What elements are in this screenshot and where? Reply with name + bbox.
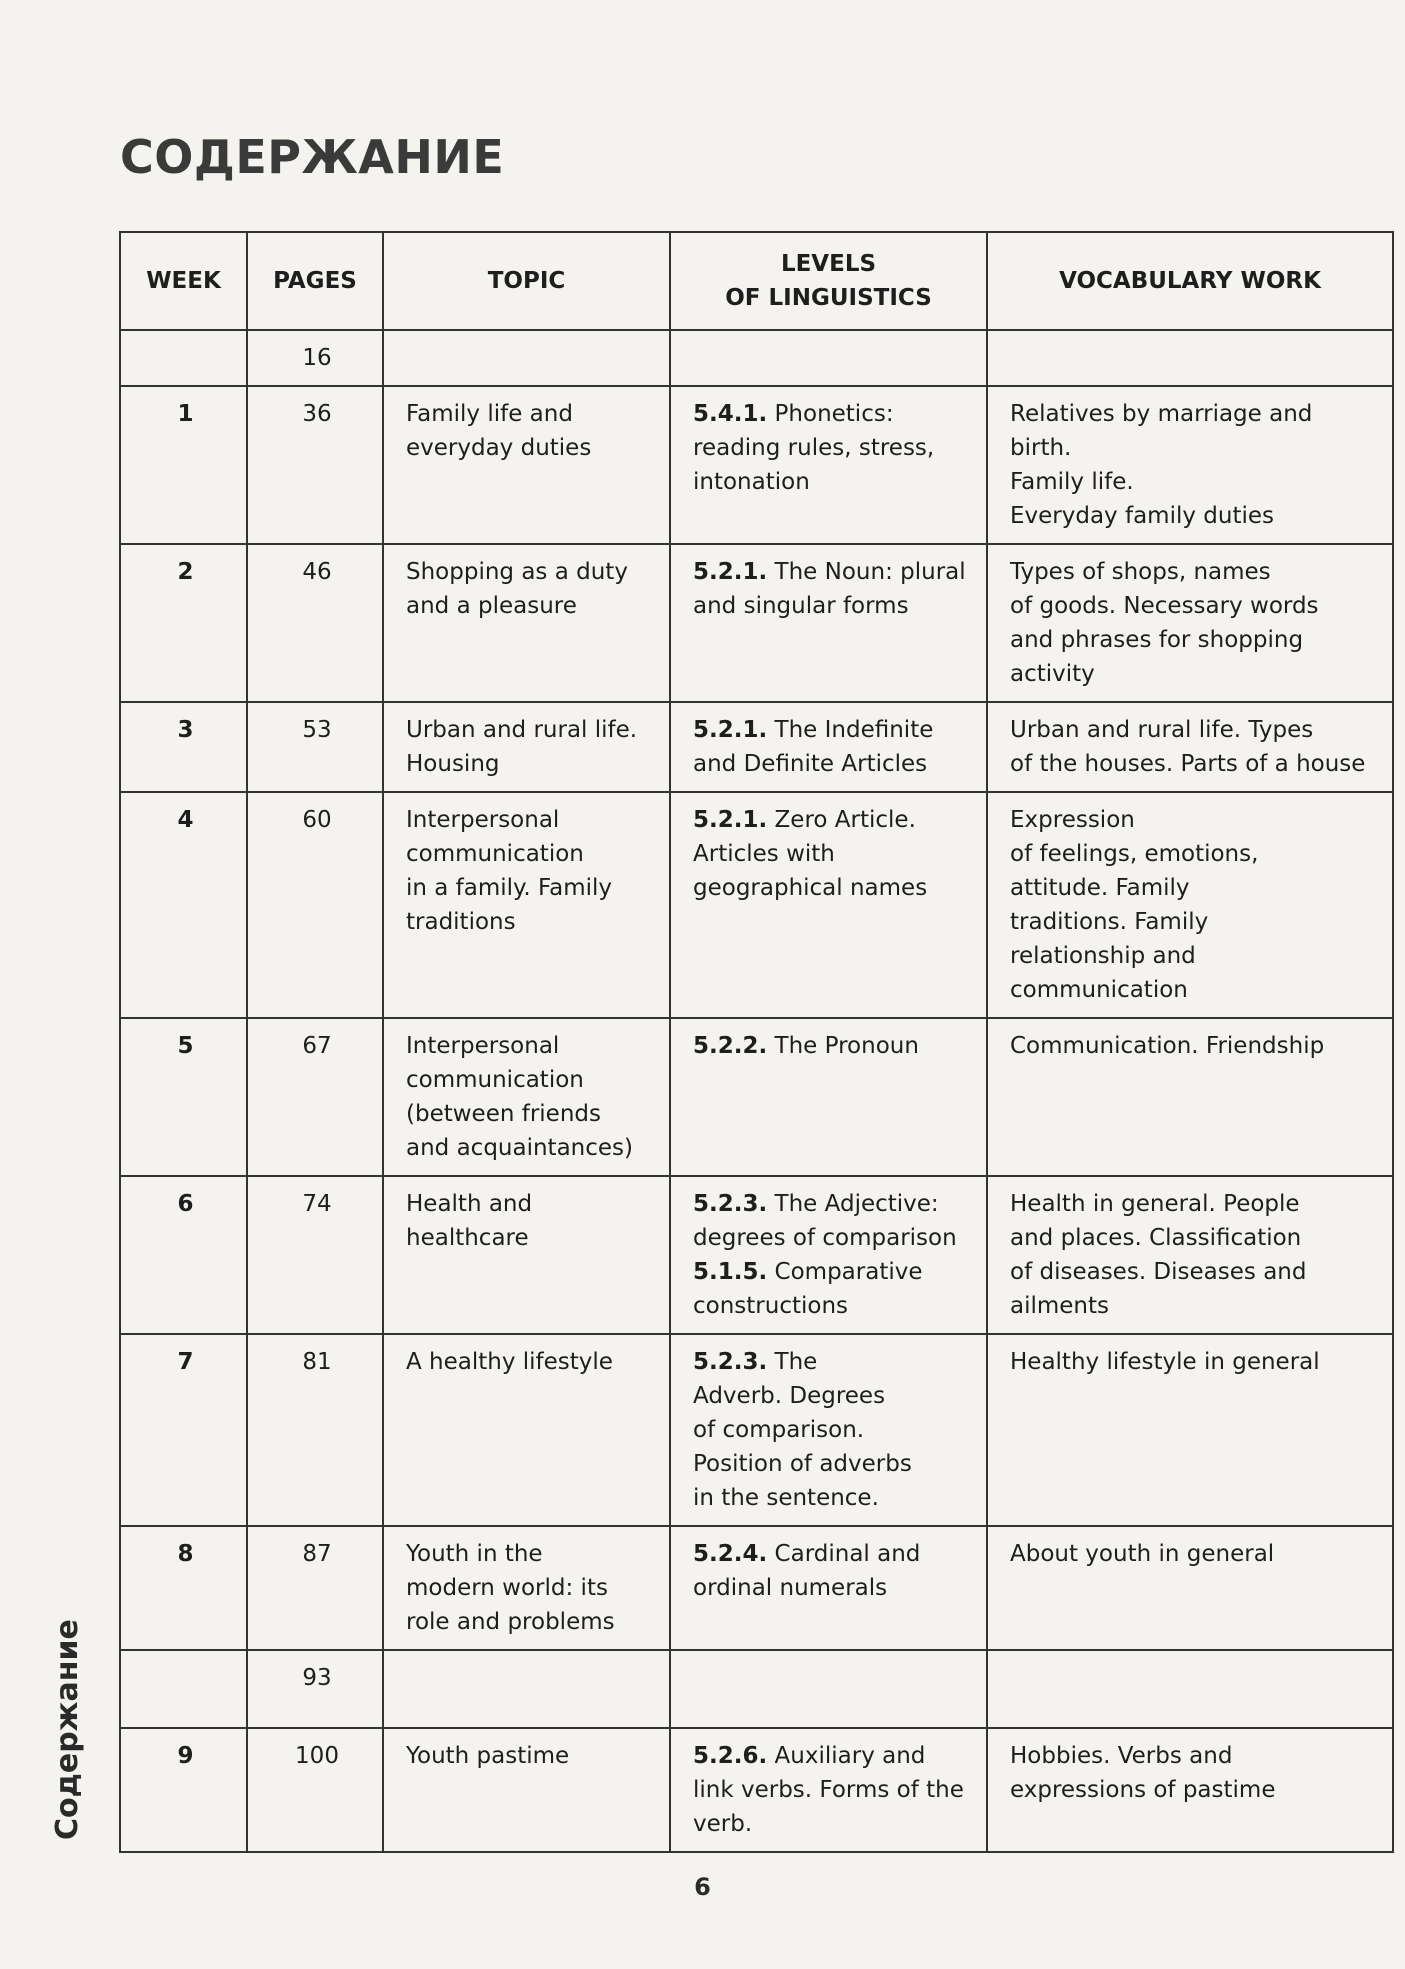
level-line — [693, 1255, 968, 1289]
section-number: 5.2.6. — [693, 1743, 768, 1769]
table-row — [120, 1176, 1393, 1334]
topic-line: Youth pastime — [406, 1743, 570, 1769]
level-line — [693, 871, 968, 905]
level-line — [693, 555, 968, 589]
levels-cell — [670, 792, 987, 1018]
level-text: The Noun: plural — [767, 559, 966, 585]
level-line — [693, 747, 968, 781]
level-text: Adverb. Degrees — [693, 1383, 886, 1409]
vocabulary-line: and places. Classification — [1010, 1225, 1302, 1251]
topic-line: Interpersonal — [406, 1033, 560, 1059]
pages-cell: 60 — [247, 792, 383, 1018]
column-header-week: WEEK — [120, 232, 247, 330]
level-line — [693, 1537, 968, 1571]
vocabulary-line: of diseases. Diseases and — [1010, 1259, 1307, 1285]
level-line — [693, 1187, 968, 1221]
topic-line: Family life and — [406, 401, 573, 427]
table-row — [120, 330, 1393, 386]
section-number: 5.2.1. — [693, 807, 768, 833]
level-text: Cardinal and — [767, 1541, 921, 1567]
table-row — [120, 1334, 1393, 1526]
vocabulary-cell — [987, 1176, 1393, 1334]
week-cell: 4 — [120, 792, 247, 1018]
week-cell — [120, 1650, 247, 1728]
level-line — [693, 1221, 968, 1255]
level-line — [693, 589, 968, 623]
pages-cell: 53 — [247, 702, 383, 792]
vocabulary-line: Relatives by marriage and — [1010, 401, 1313, 427]
level-line — [693, 1413, 968, 1447]
topic-line: role and problems — [406, 1609, 615, 1635]
section-number: 5.2.3. — [693, 1191, 768, 1217]
level-line — [693, 431, 968, 465]
topic-cell — [383, 792, 670, 1018]
topic-line: Shopping as a duty — [406, 559, 628, 585]
level-text: reading rules, stress, — [693, 435, 935, 461]
levels-cell — [670, 1728, 987, 1852]
level-text: and singular forms — [693, 593, 909, 619]
vocabulary-cell — [987, 1018, 1393, 1176]
vocabulary-line: expressions of pastime — [1010, 1777, 1276, 1803]
pages-cell: 81 — [247, 1334, 383, 1526]
vocabulary-line: communication — [1010, 977, 1188, 1003]
topic-line: healthcare — [406, 1225, 529, 1251]
level-text: Position of adverbs — [693, 1451, 912, 1477]
pages-cell: 16 — [247, 330, 383, 386]
section-number: 5.2.1. — [693, 717, 768, 743]
level-line — [693, 1571, 968, 1605]
level-line — [693, 1029, 968, 1063]
levels-cell — [670, 544, 987, 702]
column-header-levels-line1: LEVELS — [780, 251, 877, 277]
topic-line: A healthy lifestyle — [406, 1349, 613, 1375]
level-text: The Pronoun — [767, 1033, 919, 1059]
vocabulary-line: Health in general. People — [1010, 1191, 1300, 1217]
level-line — [693, 1447, 968, 1481]
table-row — [120, 386, 1393, 544]
level-line — [693, 1773, 968, 1807]
week-cell: 2 — [120, 544, 247, 702]
vocabulary-line: Hobbies. Verbs and — [1010, 1743, 1233, 1769]
column-header-vocabulary: VOCABULARY WORK — [987, 232, 1393, 330]
levels-cell — [670, 1650, 987, 1728]
contents-table — [119, 231, 1394, 1853]
pages-cell: 74 — [247, 1176, 383, 1334]
level-text: and Definite Articles — [693, 751, 928, 777]
level-text: in the sentence. — [693, 1485, 879, 1511]
vocabulary-line: birth. — [1010, 435, 1072, 461]
column-header-pages: PAGES — [247, 232, 383, 330]
levels-cell — [670, 702, 987, 792]
level-text: Auxiliary and — [767, 1743, 926, 1769]
vocabulary-line: About youth in general — [1010, 1541, 1275, 1567]
level-line — [693, 837, 968, 871]
topic-line: communication — [406, 1067, 584, 1093]
week-cell: 7 — [120, 1334, 247, 1526]
page-title: СОДЕРЖАНИЕ — [120, 130, 505, 184]
levels-cell — [670, 386, 987, 544]
vocabulary-cell — [987, 330, 1393, 386]
topic-cell — [383, 1176, 670, 1334]
vocabulary-cell — [987, 702, 1393, 792]
pages-cell: 67 — [247, 1018, 383, 1176]
topic-line: (between friends — [406, 1101, 601, 1127]
level-text: of comparison. — [693, 1417, 865, 1443]
level-line — [693, 713, 968, 747]
level-text: intonation — [693, 469, 810, 495]
week-cell: 8 — [120, 1526, 247, 1650]
level-text: degrees of comparison — [693, 1225, 957, 1251]
topic-line: and acquaintances) — [406, 1135, 634, 1161]
vocabulary-cell — [987, 792, 1393, 1018]
vocabulary-line: relationship and — [1010, 943, 1196, 969]
level-text: Articles with — [693, 841, 835, 867]
table-row — [120, 1526, 1393, 1650]
topic-line: traditions — [406, 909, 516, 935]
vocabulary-cell — [987, 1334, 1393, 1526]
week-cell: 5 — [120, 1018, 247, 1176]
vocabulary-line: activity — [1010, 661, 1095, 687]
vocabulary-line: of goods. Necessary words — [1010, 593, 1319, 619]
column-header-levels — [670, 232, 987, 330]
vocabulary-line: and phrases for shopping — [1010, 627, 1304, 653]
week-cell: 9 — [120, 1728, 247, 1852]
topic-cell — [383, 330, 670, 386]
topic-cell — [383, 1728, 670, 1852]
vocabulary-line: Family life. — [1010, 469, 1134, 495]
level-text: Zero Article. — [767, 807, 916, 833]
table-row — [120, 702, 1393, 792]
topic-cell — [383, 1334, 670, 1526]
level-text: link verbs. Forms of the — [693, 1777, 964, 1803]
level-line — [693, 1289, 968, 1323]
week-cell — [120, 330, 247, 386]
section-number: 5.1.5. — [693, 1259, 768, 1285]
topic-cell — [383, 702, 670, 792]
level-line — [693, 465, 968, 499]
section-number: 5.2.1. — [693, 559, 768, 585]
level-line — [693, 1379, 968, 1413]
levels-cell — [670, 1334, 987, 1526]
vocabulary-line: traditions. Family — [1010, 909, 1209, 935]
section-number: 5.2.3. — [693, 1349, 768, 1375]
levels-cell — [670, 1526, 987, 1650]
level-text: constructions — [693, 1293, 849, 1319]
vocabulary-cell — [987, 1728, 1393, 1852]
topic-cell — [383, 544, 670, 702]
topic-cell — [383, 1526, 670, 1650]
levels-cell — [670, 330, 987, 386]
level-text: The Adjective: — [767, 1191, 939, 1217]
topic-line: Urban and rural life. — [406, 717, 638, 743]
table-row — [120, 1650, 1393, 1728]
topic-line: communication — [406, 841, 584, 867]
level-text: Comparative — [767, 1259, 923, 1285]
topic-line: everyday duties — [406, 435, 592, 461]
week-cell: 1 — [120, 386, 247, 544]
vocabulary-cell — [987, 1526, 1393, 1650]
pages-cell: 93 — [247, 1650, 383, 1728]
table-header-row — [120, 232, 1393, 330]
level-line — [693, 1345, 968, 1379]
vocabulary-cell — [987, 386, 1393, 544]
table-row — [120, 544, 1393, 702]
level-text: verb. — [693, 1811, 753, 1837]
topic-line: and a pleasure — [406, 593, 577, 619]
pages-cell: 87 — [247, 1526, 383, 1650]
level-line — [693, 1739, 968, 1773]
table-row — [120, 1728, 1393, 1852]
pages-cell: 36 — [247, 386, 383, 544]
section-number: 5.2.2. — [693, 1033, 768, 1059]
column-header-levels-line2: OF LINGUISTICS — [725, 285, 932, 311]
pages-cell: 100 — [247, 1728, 383, 1852]
level-text: ordinal numerals — [693, 1575, 888, 1601]
topic-line: modern world: its — [406, 1575, 608, 1601]
level-text: The Indefinite — [767, 717, 934, 743]
topic-line: Youth in the — [406, 1541, 543, 1567]
vocabulary-line: of the houses. Parts of a house — [1010, 751, 1366, 777]
topic-line: in a family. Family — [406, 875, 613, 901]
level-line — [693, 397, 968, 431]
level-line — [693, 1807, 968, 1841]
vocabulary-line: Communication. Friendship — [1010, 1033, 1325, 1059]
level-line — [693, 1481, 968, 1515]
topic-line: Interpersonal — [406, 807, 560, 833]
topic-line: Health and — [406, 1191, 533, 1217]
topic-cell — [383, 386, 670, 544]
vocabulary-line: of feelings, emotions, — [1010, 841, 1259, 867]
page-number: 6 — [694, 1873, 711, 1901]
topic-cell — [383, 1018, 670, 1176]
topic-cell — [383, 1650, 670, 1728]
levels-cell — [670, 1176, 987, 1334]
vocabulary-line: attitude. Family — [1010, 875, 1190, 901]
week-cell: 6 — [120, 1176, 247, 1334]
vocabulary-line: Healthy lifestyle in general — [1010, 1349, 1320, 1375]
table-row — [120, 792, 1393, 1018]
side-section-label: Содержание — [50, 1619, 85, 1840]
column-header-topic: TOPIC — [383, 232, 670, 330]
vocabulary-line: Everyday family duties — [1010, 503, 1274, 529]
level-line — [693, 803, 968, 837]
vocabulary-line: ailments — [1010, 1293, 1110, 1319]
section-number: 5.2.4. — [693, 1541, 768, 1567]
vocabulary-cell — [987, 544, 1393, 702]
vocabulary-cell — [987, 1650, 1393, 1728]
section-number: 5.4.1. — [693, 401, 768, 427]
table-row — [120, 1018, 1393, 1176]
level-text: The — [767, 1349, 818, 1375]
topic-line: Housing — [406, 751, 500, 777]
pages-cell: 46 — [247, 544, 383, 702]
vocabulary-line: Types of shops, names — [1010, 559, 1271, 585]
vocabulary-line: Expression — [1010, 807, 1135, 833]
level-text: Phonetics: — [767, 401, 894, 427]
level-text: geographical names — [693, 875, 928, 901]
week-cell: 3 — [120, 702, 247, 792]
levels-cell — [670, 1018, 987, 1176]
vocabulary-line: Urban and rural life. Types — [1010, 717, 1314, 743]
